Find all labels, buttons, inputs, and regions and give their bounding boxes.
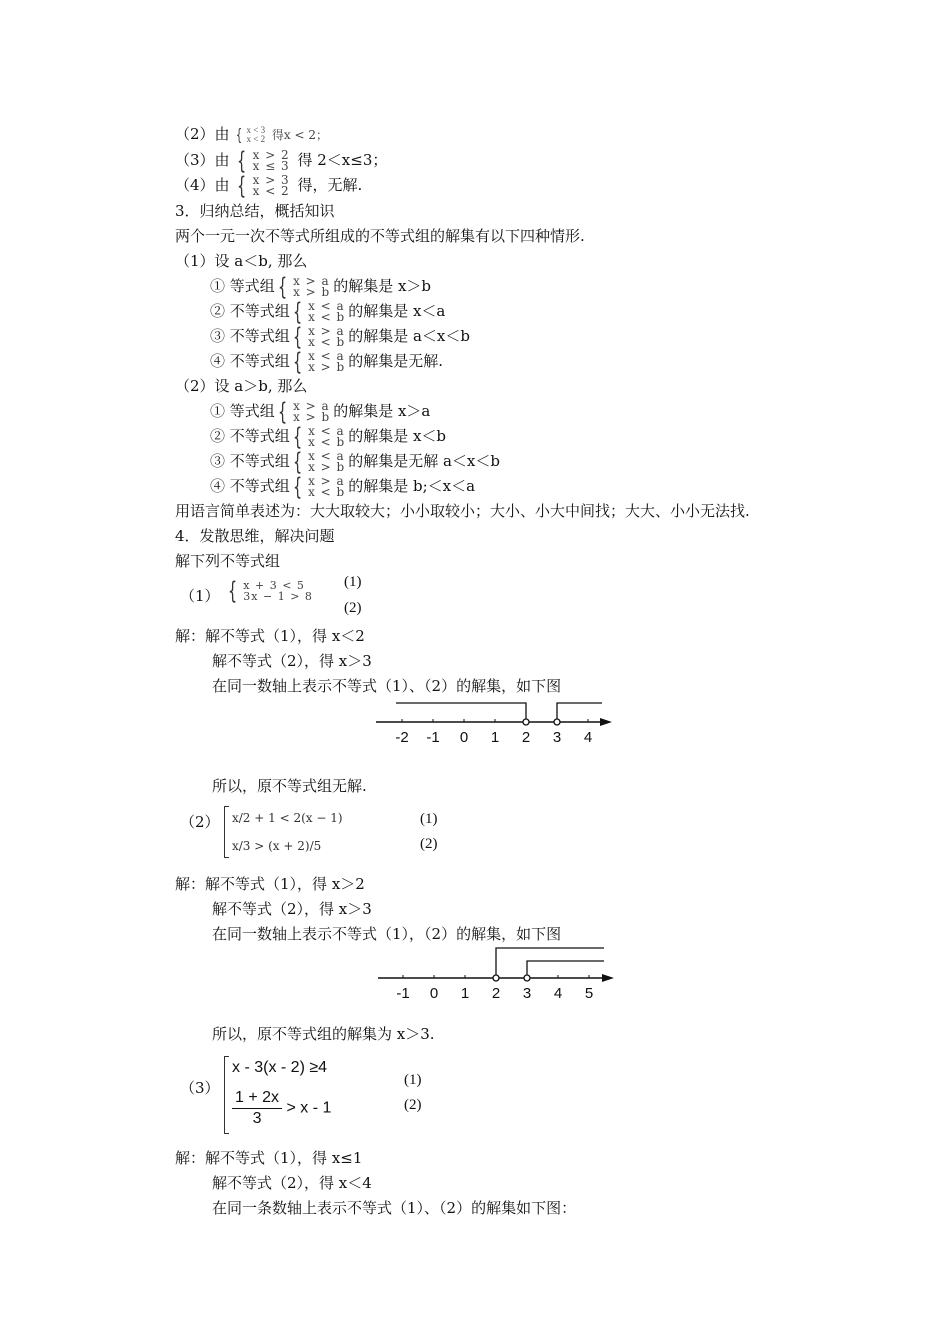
brace-icon: { [292,348,303,376]
line-result: 得 2＜x≤3； [297,151,388,169]
line-label: （2）由 [175,125,230,143]
tick-label: 3 [522,985,532,1002]
eq-number-2: (2) [420,836,438,852]
solution-step-3: 在同一条数轴上表示不等式（1）、（2）的解集如下图： [212,1199,577,1217]
brace-icon: { [292,323,303,351]
case-item [210,273,432,301]
system: x > a x > b [293,399,331,424]
tick-label: 0 [459,729,469,746]
case-item [210,323,470,351]
item-label: ③ 不等式组 [210,452,290,470]
item-label: ② 不等式组 [210,427,290,445]
case-item [210,298,446,326]
solution-step-3: 在同一数轴上表示不等式（1）、（2）的解集，如下图 [212,677,562,695]
brace-icon: { [292,423,303,451]
line-label: （3）由 [175,151,230,169]
conclusion-1: 所以，原不等式组无解. [212,777,367,795]
system-eq-1: x/2 + 1 < 2(x − 1) [232,811,343,825]
system: x > a x < b [308,324,346,349]
brace-icon: { [277,398,288,426]
item-result: 的解集是 b;＜x＜a [348,477,476,495]
system: x < a x < b [308,299,346,324]
arrow-icon [600,718,612,726]
fraction: $\frac{1 + 2x}{3}$ [232,1088,282,1129]
item-result: 的解集是 x＞b [333,277,432,295]
tick-label: -2 [395,729,409,746]
line-result: 得，无解. [297,176,363,194]
solution-step-1: 解：解不等式（1），得 x＜2 [175,627,365,645]
item-result: 的解集是 a＜x＜b [348,327,470,345]
problem-1-system [225,577,316,605]
line-case-4 [175,172,363,200]
open-circle [493,975,499,981]
summary-text: 用语言简单表述为：大大取较大；小小取较小；大小、小大中间找；大大、小小无法找. [175,502,750,520]
brace-icon [224,1056,229,1134]
section-4-heading: 4．发散思维，解决问题 [175,527,335,545]
small-system: x < 3 x < 2 [246,125,266,144]
brace-icon: { [292,473,303,501]
tick-label: -1 [396,985,410,1002]
solution-ray [496,948,604,978]
tick-label: 4 [583,729,593,746]
line-result: 得x < 2； [271,128,328,142]
line-case-3 [175,147,388,175]
system: x > 3 x < 2 [252,173,290,198]
eq-number-2: (2) [404,1097,422,1113]
system: x > a x > b [293,274,331,299]
item-result: 的解集是 x＞a [333,402,431,420]
system-eq-2: x/3 > (x + 2)/5 [232,839,322,853]
eq-number-2: (2) [344,600,362,616]
arrow-icon [602,974,614,982]
problem-2-label: （2） [180,813,220,831]
brace-icon: { [292,448,303,476]
tick-label: 2 [491,985,501,1002]
system: x + 3 < 5 3x − 1 > 8 [243,579,313,603]
item-label: ④ 不等式组 [210,477,290,495]
line-case-2 [175,124,328,145]
solution-step-2: 解不等式（2），得 x＜4 [212,1174,372,1192]
case-item [210,473,476,501]
solution-step-1: 解：解不等式（1），得 x＞2 [175,875,365,893]
case-item [210,423,447,451]
conclusion-2: 所以，原不等式组的解集为 x＞3. [212,1025,435,1043]
item-label: ③ 不等式组 [210,327,290,345]
problem-3-label: （3） [180,1079,220,1097]
solution-step-2: 解不等式（2），得 x＞3 [212,652,372,670]
system: x < a x > b [308,349,346,374]
open-circle [524,975,530,981]
tick-label: 4 [553,985,563,1002]
task-text: 解下列不等式组 [175,552,281,570]
system: x > 2 x ≤ 3 [252,148,290,173]
system-eq-1: x - 3(x - 2) ≥4 [232,1059,328,1076]
section-3-heading: 3．归纳总结，概括知识 [175,202,335,220]
problem-1-label: （1） [180,587,220,605]
tick-label: 0 [429,985,439,1002]
system: x < a x < b [308,424,346,449]
open-circle [523,719,529,725]
item-result: 的解集是无解 a＜x＜b [348,452,500,470]
tick-label: 1 [490,729,500,746]
solution-step-3: 在同一数轴上表示不等式（1），（2）的解集，如下图 [212,925,562,943]
solution-ray [557,703,602,722]
solution-step-1: 解：解不等式（1），得 x≤1 [175,1149,363,1167]
eq-number-1: (1) [420,811,438,827]
tick-label: 2 [521,729,531,746]
tick-label: -1 [426,729,440,746]
case-item [210,448,500,476]
system-eq-2 [232,1088,331,1129]
number-line-2 [372,944,622,1002]
solution-step-2: 解不等式（2），得 x＞3 [212,900,372,918]
line-label: （4）由 [175,176,230,194]
intro-text: 两个一元一次不等式所组成的不等式组的解集有以下四种情形. [175,227,585,245]
item-result: 的解集是 x＜b [348,427,447,445]
brace-icon: { [237,147,247,175]
tick-label: 3 [552,729,562,746]
case-a-lt-b: （1）设 a＜b, 那么 [175,252,308,270]
number-line-1 [370,696,620,746]
brace-icon [224,806,229,858]
case-item [210,348,443,376]
solution-ray [527,961,604,978]
tick-label: 1 [460,985,470,1002]
item-result: 的解集是无解. [348,352,443,370]
brace-icon: { [228,577,238,605]
eq-number-1: (1) [404,1072,422,1088]
system: x > a x < b [308,474,346,499]
brace-icon: { [236,125,243,144]
case-a-gt-b: （2）设 a＞b, 那么 [175,377,308,395]
brace-icon: { [237,172,247,200]
open-circle [554,719,560,725]
tick-label: 5 [584,985,594,1002]
item-label: ① 等式组 [210,402,275,420]
eq-rhs: > x - 1 [286,1099,332,1117]
system: x < a x > b [308,449,346,474]
eq-number-1: (1) [344,574,362,590]
solution-ray [396,703,526,722]
brace-icon: { [277,273,288,301]
brace-icon: { [292,298,303,326]
item-result: 的解集是 x＜a [348,302,446,320]
item-label: ① 等式组 [210,277,275,295]
item-label: ② 不等式组 [210,302,290,320]
item-label: ④ 不等式组 [210,352,290,370]
case-item [210,398,431,426]
